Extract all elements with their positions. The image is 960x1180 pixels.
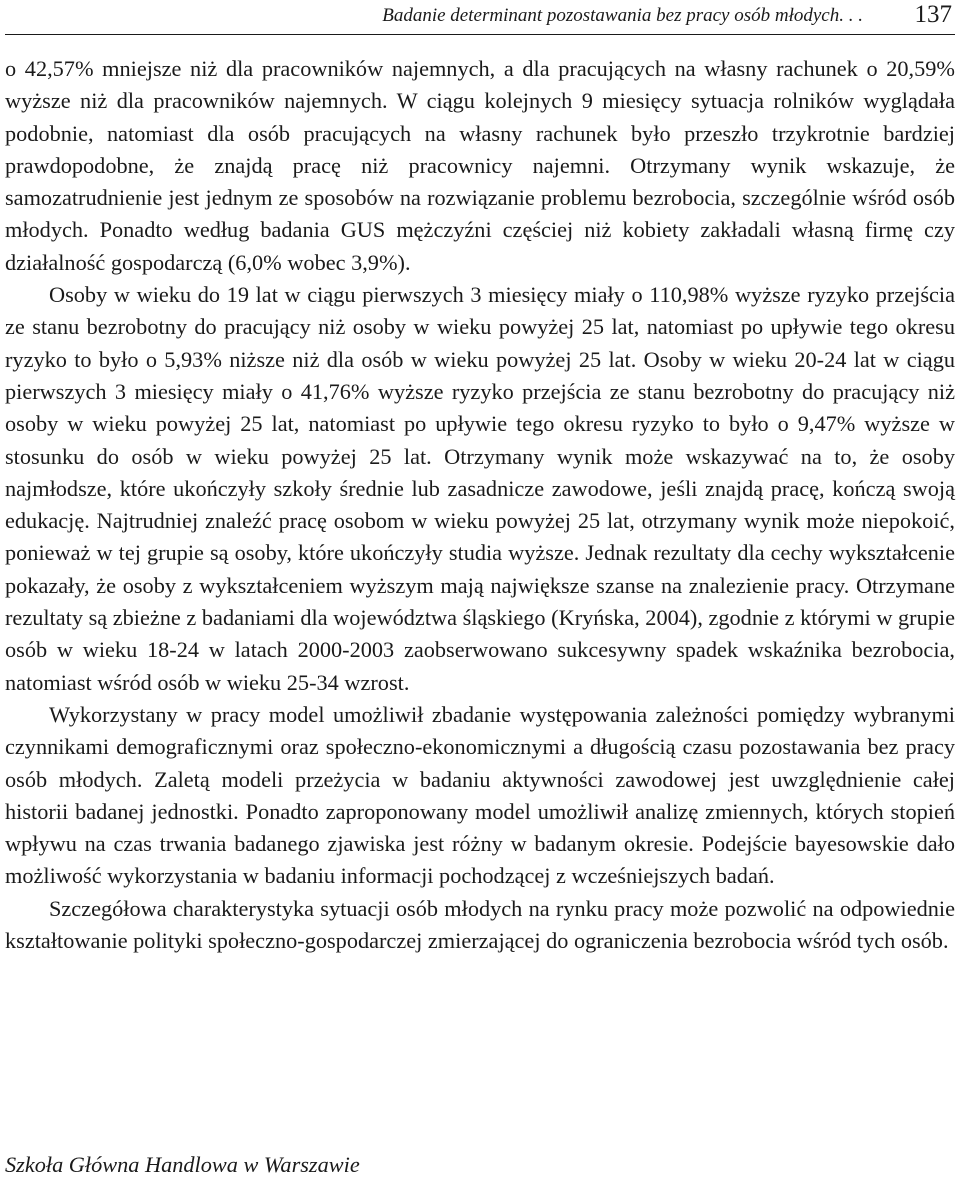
paragraph-continuation: o 42,57% mniejsze niż dla pracowników najemnych, a dla pracujących na własny rachunek o 20,59% wyższe niż dla pracowników najemnych. W ciągu kolejnych 9 miesięcy sytuacja rolników wyglądała podobnie, natomiast dla osób pracujących na własny rachunek było przeszło trzykrotnie bardziej prawdopodobne, że znajdą pracę niż pracownicy najemni. Otrzymany wynik wskazuje, że samozatrudnienie jest jednym ze sposobów na rozwiązanie problemu bezrobocia, szczególnie wśród osób młodych. Ponadto według badania GUS mężczyźni częściej niż kobiety zakładali własną firmę czy działalność gospodarczą (6,0% wobec 3,9%). (5, 56, 955, 275)
body-text (5, 53, 955, 957)
paragraph-model-summary: Wykorzystany w pracy model umożliwił zbadanie występowania zależności pomiędzy wybranymi czynnikami demograficznymi oraz społeczno-ekonomicznymi a długością czasu pozostawania bez pracy osób młodych. Zaletą modeli przeżycia w badaniu aktywności zawodowej jest uwzględnienie całej historii badanej jednostki. Ponadto zaproponowany model umożliwił analizę zmiennych, których stopień wpływu na czas trwania badanego zjawiska jest różny w badanym okresie. Podejście bayesowskie dało możliwość wykorzystania w badaniu informacji pochodzącej z wcześniejszych badań. (5, 701, 955, 889)
running-title: Badanie determinant pozostawania bez pracy osób młodych. . . (382, 5, 863, 26)
document-page (5, 0, 955, 1180)
paragraph-age-groups: Osoby w wieku do 19 lat w ciągu pierwszych 3 miesięcy miały o 110,98% wyższe ryzyko przejścia ze stanu bezrobotny do pracujący niż osoby w wieku powyżej 25 lat, natomiast po upływie tego okresu ryzyko to było o 5,93% niższe niż dla osób w wieku powyżej 25 lat. Osoby w wieku 20-24 lat w ciągu pierwszych 3 miesięcy miały o 41,76% wyższe ryzyko przejścia ze stanu bezrobotny do pracujący niż osoby w wieku powyżej 25 lat, natomiast po upływie tego okresu ryzyko to było o 9,47% wyższe w stosunku do osób w wieku powyżej 25 lat. Otrzymany wynik może wskazywać na to, że osoby najmłodsze, które ukończyły szkoły średnie lub zasadnicze zawodowe, jeśli znajdą pracę, kończą swoją edukację. Najtrudniej znaleźć pracę osobom w wieku powyżej 25 lat, otrzymany wynik może niepokoić, ponieważ w tej grupie są osoby, które ukończyły studia wyższe. Jednak rezultaty dla cechy wykształcenie pokazały, że osoby z wykształceniem wyższym mają największe szanse na znalezienie pracy. Otrzymane rezultaty są zbieżne z badaniami dla województwa śląskiego (Kryńska, 2004), zgodnie z którymi w grupie osób w wieku 18-24 w latach 2000-2003 zaobserwowano sukcesywny spadek wskaźnika bezrobocia, natomiast wśród osób w wieku 25-34 wzrost. (5, 282, 955, 695)
running-header (5, 0, 955, 35)
paragraph-conclusion: Szczegółowa charakterystyka sytuacji osób młodych na rynku pracy może pozwolić na odpowiednie kształtowanie polityki społeczno-gospodarczej zmierzającej do ograniczenia bezrobocia wśród tych osób. (5, 895, 955, 954)
author-affiliation: Szkoła Główna Handlowa w Warszawie (5, 1152, 360, 1177)
page-number: 137 (914, 1, 952, 28)
